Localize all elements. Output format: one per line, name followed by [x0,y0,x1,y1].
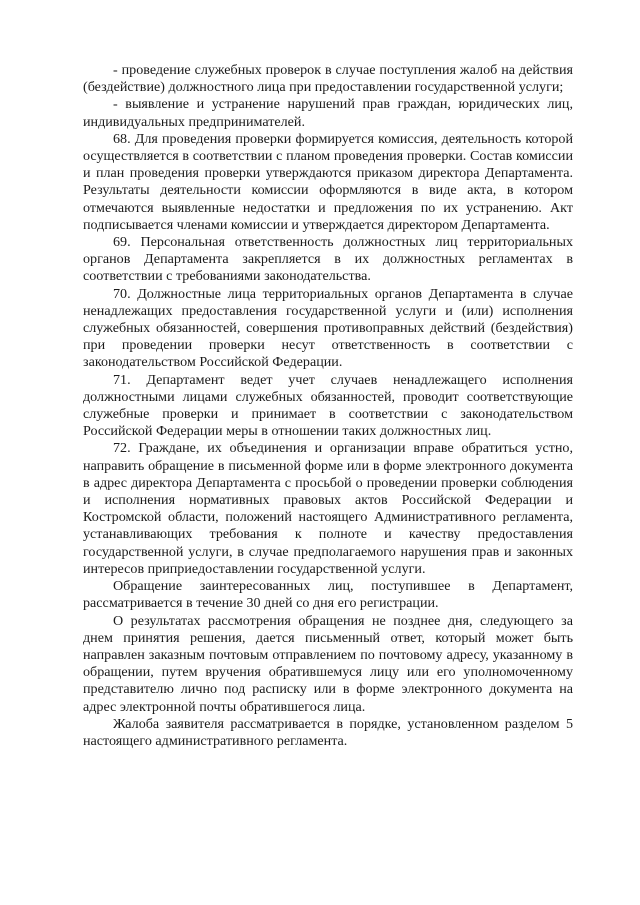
paragraph-bullet-checks: - проведение служебных проверок в случае поступления жалоб на действия (бездействие) должностного лица при предоставлении государственной услуги; [83,62,573,96]
paragraph-68: 68. Для проведения проверки формируется комиссия, деятельность которой осуществляется в соответствии с планом проведения проверки. Состав комиссии и план проведения проверки утверждаются приказом директора Департамента. Результаты деятельности комиссии оформляются в виде акта, в котором отмечаются выявленные недостатки и предложения по их устранению. Акт подписывается членами комиссии и утверждается директором Департамента. [83,130,573,233]
paragraph-70: 70. Должностные лица территориальных органов Департамента в случае ненадлежащих предоставления государственной услуги и (или) исполнения служебных обязанностей, совершения противоправных действий (бездействия) при проведении проверки несут ответственность в соответствии с законодательством Российской Федерации. [83,285,573,371]
paragraph-69: 69. Персональная ответственность должностных лиц территориальных органов Департамента закрепляется в их должностных регламентах в соответствии с требованиями законодательства. [83,234,573,285]
paragraph-71: 71. Департамент ведет учет случаев ненадлежащего исполнения должностными лицами служебных обязанностей, проводит соответствующие служебные проверки и принимает в соответствии с законодательством Российской Федерации меры в отношении таких должностных лиц. [83,371,573,440]
paragraph-appeal-response: О результатах рассмотрения обращения не позднее дня, следующего за днем принятия решения, дается письменный ответ, который может быть направлен заказным почтовым отправлением по почтовому адресу, указанному в обращении, путем вручения обратившемуся лицу или его уполномоченному представителю лично под расписку или в форме электронного документа на адрес электронной почты обратившегося лица. [83,612,573,715]
paragraph-72: 72. Граждане, их объединения и организации вправе обратиться устно, направить обращение в письменной форме или в форме электронного документа в адрес директора Департамента с просьбой о проведении проверки соблюдения и исполнения нормативных правовых актов Российской Федерации и Костромской области, положений настоящего Административного регламента, устанавливающих требования к полноте и качеству предоставления государственной услуги, в случае предполагаемого нарушения прав и законных интересов приприедоставлении государственной услуги. [83,440,573,577]
paragraph-complaint: Жалоба заявителя рассматривается в порядке, установленном разделом 5 настоящего административного регламента. [83,715,573,749]
document-body [83,62,573,750]
paragraph-bullet-violations: - выявление и устранение нарушений прав граждан, юридических лиц, индивидуальных предпринимателей. [83,96,573,130]
paragraph-appeal-term: Обращение заинтересованных лиц, поступившее в Департамент, рассматривается в течение 30 дней со дня его регистрации. [83,578,573,612]
